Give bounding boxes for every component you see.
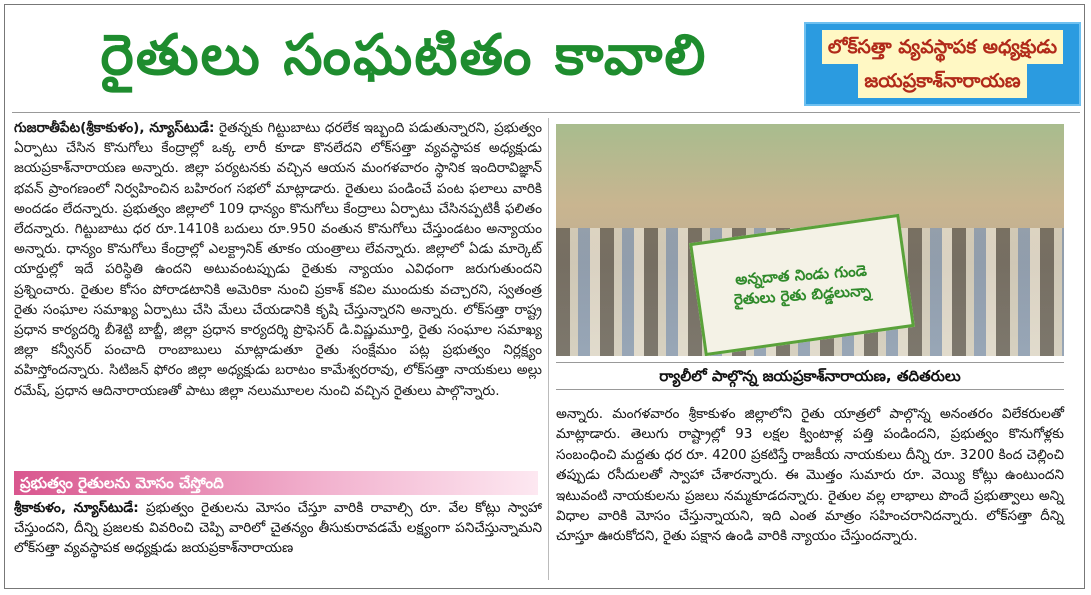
banner-line-1: అన్నదాత నిండు గుండె: [734, 261, 868, 289]
banner-line-2: రైతులు రైతు బిడ్డలున్నా: [733, 281, 872, 309]
column-separator: [548, 118, 549, 580]
header-rule: [12, 112, 1080, 113]
main-story: [14, 118, 542, 401]
sub-story-dateline: శ్రీకాకుళం, న్యూస్‌టుడే:: [14, 500, 139, 516]
byline-box: [804, 22, 1081, 106]
main-story-dateline: గుజరాతీపేట(శ్రీకాకుళం), న్యూస్‌టుడే:: [14, 120, 215, 136]
headline-area: [12, 22, 796, 102]
headline: రైతులు సంఘటితం కావాలి: [100, 22, 708, 88]
photo-caption: ర్యాలీలో పాల్గొన్న జయప్రకాశ్‌నారాయణ, తదితరులు: [556, 362, 1064, 390]
main-story-body: రైతన్నకు గిట్టుబాటు ధరలేక ఇబ్బంది పడుతున్నారని, ప్రభుత్వం ఏర్పాటు చేసిన కొనుగోలు కేంద్రాల్లో ఒక్క లారీ కూడా కొనలేదని లోక్‌సత్తా వ్యవస్థాపక అధ్యక్షుడు జయప్రకాశ్‌నారాయణ అన్నారు. జిల్లా పర్యటనకు వచ్చిన ఆయన మంగళవారం స్థానిక ఇందిరావిజ్ఞాన్ భవన్ ప్రాంగణంలో నిర్వహించిన బహిరంగ సభలో మాట్లాడారు. రైతులు పండించే పంట ఫలాలు వారికి అందడం లేదన్నారు. ప్రభుత్వం జిల్లాలో 109 ధాన్యం కొనుగోలు కేంద్రాలు ఏర్పాటు చేసినప్పటికీ ఫలితం లేదన్నారు. గిట్టుబాటు ధర రూ.1410కి బదులు రూ.950 వంతున కొనుగోలు చేస్తుండటం అన్యాయం అన్నారు. ధాన్యం కొనుగోలు కేంద్రాల్లో ఎలక్ట్రానిక్ తూకం యంత్రాలు లేవన్నారు. జిల్లాలో ఏడు మార్కెట్ యార్డుల్లో ఇదే పరిస్థితి ఉందని అటువంటప్పుడు రైతుకు న్యాయం ఎవిధంగా జరుగుతుందని ప్రశ్నించారు. రైతుల కోసం పోరాడటానికి అమెరికా నుంచి ప్రకాశ్ కవిల ముందుకు వచ్చారని, స్వతంత్ర రైతు సంఘాల సమాఖ్య ఏర్పాటు చేసి మేలు చేయడానికి కృషి చేస్తున్నారని అన్నారు. లోక్‌సత్తా రాష్ట్ర ప్రధాన కార్యదర్శి బీశెట్టి బాబ్జీ, జిల్లా ప్రధాన కార్యదర్శి ప్రొఫెసర్ డి.విష్ణుమూర్తి, రైతు సంఘాల సమాఖ్య జిల్లా కన్వీనర్ పంచాది రాంబాబులు మాట్లాడుతూ రైతు సంక్షేమం పట్ల ప్రభుత్వం నిర్లక్ష్యం వహిస్తోందన్నారు. సిటిజన్ ఫోరం జిల్లా అధ్యక్షుడు బరాటం కామేశ్వరరావు, లోక్‌సత్తా నాయకులు అల్లు రమేష్, ప్రధాన ఆదినారాయణతో పాటు జిల్లా నలుమూలల నుంచి వచ్చిన రైతులు పాల్గొన్నారు.: [14, 120, 542, 399]
banner-text: [732, 260, 872, 309]
sub-story: [14, 498, 542, 559]
byline-title: లోక్‌సత్తా వ్యవస్థాపక అధ్యక్షుడు: [822, 30, 1063, 64]
main-story-paragraph: [14, 118, 542, 401]
continued-story: [556, 404, 1064, 547]
sub-story-body: ప్రభుత్వం రైతులను మోసం చేస్తూ వారికి రావాల్సి రూ. వేల కోట్లు స్వాహా చేస్తుందని, దీన్ని ప్రజలకు వివరించి చెప్పి వారిలో చైతన్యం తీసుకురావడమే లక్ష్యంగా పనిచేస్తున్నామని లోక్‌సత్తా వ్యవస్థాపక అధ్యక్షుడు జయప్రకాశ్‌నారాయణ: [14, 500, 542, 557]
sub-story-heading-bar: [14, 471, 538, 495]
continued-story-body: అన్నారు. మంగళవారం శ్రీకాకుళం జిల్లాలోని రైతు యాత్రలో పాల్గొన్న అనంతరం విలేకరులతో మాట్లాడారు. తెలుగు రాష్ట్రాల్లో 93 లక్షల క్వింటాళ్ల పత్తి పండిందని, ప్రభుత్వం కొనుగోళ్లకు సంబంధించి మద్దతు ధర రూ. 4200 ప్రకటిస్తే రాజకీయ నాయకులు దీన్ని రూ. 3200 కింద చెల్లించి తప్పుడు రసీదులతో స్వాహా చేశారన్నారు. ఈ మొత్తం సుమారు రూ. వెయ్యి కోట్లు ఉంటుందని ఇటువంటి నాయకులను ప్రజలు నమ్మకూడదన్నారు. రైతుల వల్ల లాభాలు పొందే ప్రభుత్వాలు అన్ని విధాల వారికి మోసం చేస్తున్నాయని, ఇది ఎంత మాత్రం సహించరానిదన్నారు. లోక్‌సత్తా దీన్ని చూస్తూ ఊరుకోదని, రైతు పక్షాన ఉండి వారికి న్యాయం చేస్తుందన్నారు.: [556, 406, 1064, 545]
sub-story-heading: ప్రభుత్వం రైతులను మోసం చేస్తోంది: [20, 474, 224, 492]
rally-photo: [556, 124, 1064, 356]
sub-story-paragraph: [14, 498, 542, 559]
byline-name: జయప్రకాశ్‌నారాయణ: [858, 64, 1026, 98]
